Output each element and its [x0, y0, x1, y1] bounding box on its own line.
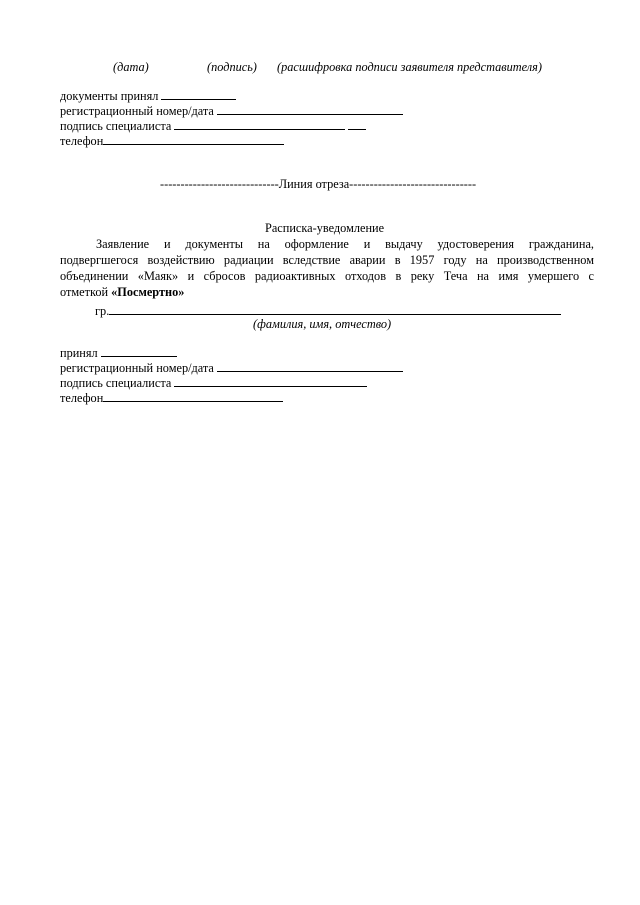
posthumous-mark: «Посмертно»: [111, 285, 185, 299]
phone-label-2: телефон: [60, 391, 104, 405]
accepted-label-2: принял: [60, 346, 98, 360]
specialist-sign-label-2: подпись специалиста: [60, 376, 172, 390]
phone-line-2: [60, 391, 283, 404]
specialist-sign-line-2: [60, 376, 367, 389]
receipt-body: [60, 236, 594, 300]
reg-number-line: [60, 104, 403, 117]
phone-line: [60, 134, 284, 147]
phone-label: телефон: [60, 134, 104, 148]
cut-line: -----------------------------Линия отреза-------------------------------: [160, 177, 477, 191]
receipt-body-line-4: [60, 284, 594, 300]
receipt-body-line-1: Заявление и документы на оформление и выдачу удостоверения гражданина,: [96, 237, 594, 251]
specialist-sign-field-tail: [348, 119, 366, 130]
documents-accepted-label: документы принял: [60, 89, 159, 103]
citizen-line: [95, 304, 561, 317]
reg-number-line-2: [60, 361, 403, 374]
citizen-name-field: [109, 304, 561, 315]
receipt-body-line-2: подвергшегося воздействию радиации вследствие аварии в 1957 году на производственном: [60, 253, 594, 267]
specialist-sign-line: [60, 119, 366, 132]
citizen-prefix: гр.: [95, 304, 110, 318]
date-caption: (дата): [113, 60, 149, 74]
fio-caption: (фамилия, имя, отчество): [253, 317, 392, 331]
phone-field: [103, 134, 284, 145]
receipt-title: Расписка-уведомление: [265, 221, 385, 235]
receipt-mark-prefix: отметкой: [60, 285, 112, 299]
reg-number-field: [217, 104, 403, 115]
specialist-sign-field: [174, 119, 345, 130]
phone-field-2b: [231, 391, 283, 402]
receipt-body-line-3: объединении «Маяк» и сбросов радиоактивных отходов в реку Теча на имя умершего с: [60, 269, 594, 283]
documents-accepted-field: [161, 89, 236, 100]
reg-number-field-2: [217, 361, 403, 372]
decoding-caption: (расшифровка подписи заявителя представителя): [277, 60, 542, 74]
signature-caption: (подпись): [207, 60, 257, 74]
reg-number-label-2: регистрационный номер/дата: [60, 361, 214, 375]
accepted-line-2: [60, 346, 177, 359]
reg-number-label: регистрационный номер/дата: [60, 104, 214, 118]
specialist-sign-field-2: [174, 376, 367, 387]
specialist-sign-label: подпись специалиста: [60, 119, 172, 133]
phone-field-2a: [103, 391, 231, 402]
accepted-field-2: [101, 346, 177, 357]
documents-accepted-line: [60, 89, 236, 102]
